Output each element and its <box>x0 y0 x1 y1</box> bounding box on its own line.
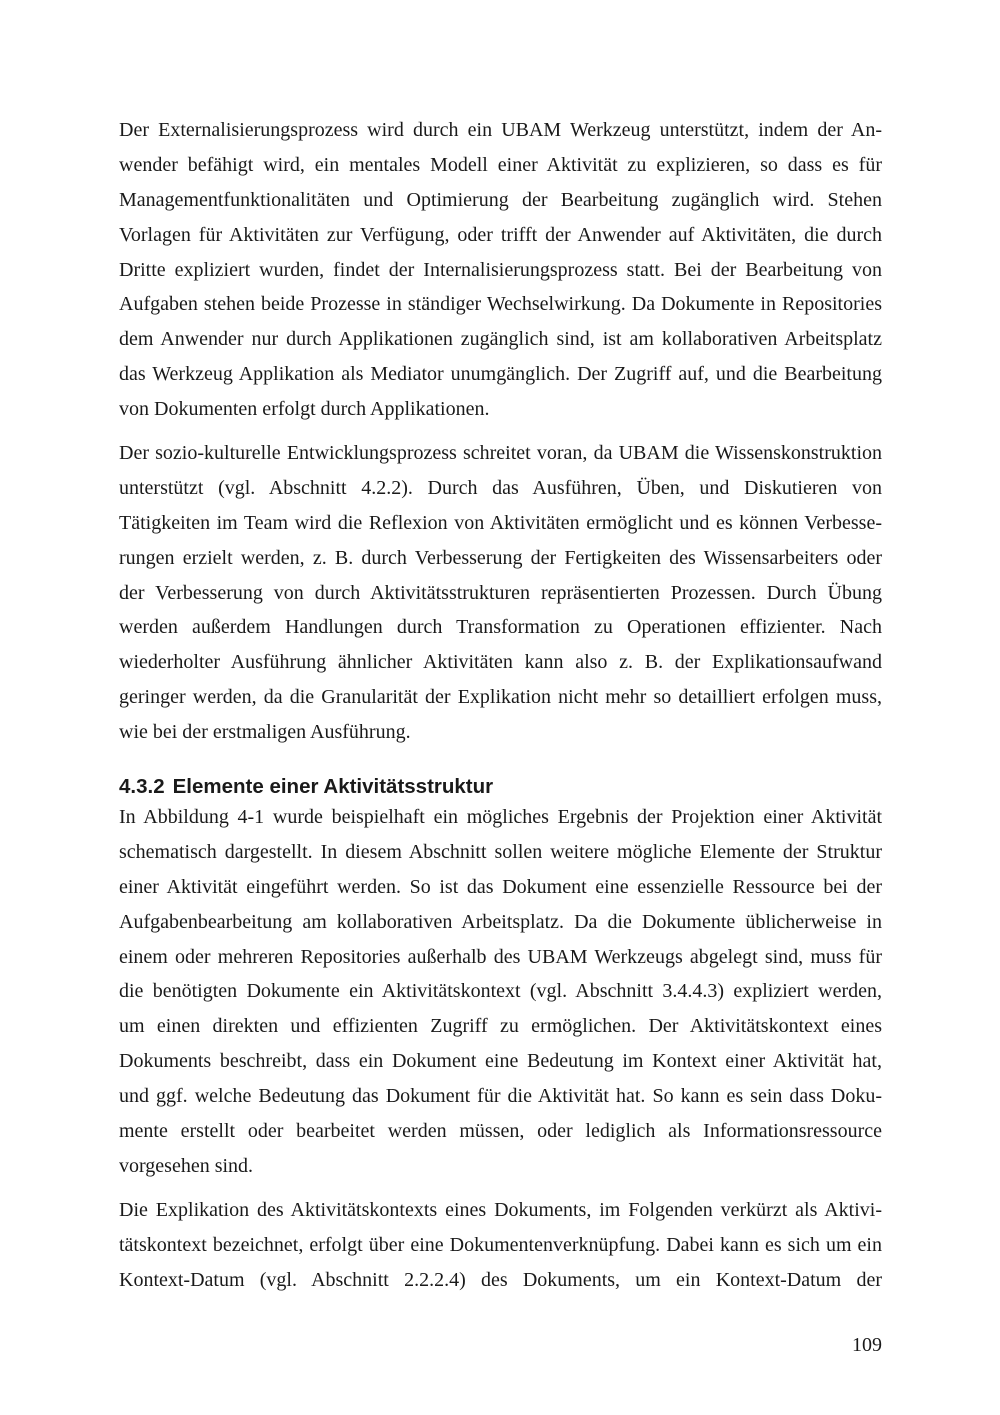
text-line: Vorlagen für Aktivitäten zur Verfügung, oder trifft der Anwender auf Aktivitäten, die durch <box>119 223 882 246</box>
paragraph-explikation <box>119 1193 882 1298</box>
text-line: geringer werden, da die Granularität der Explikation nicht mehr so detailliert erfolgen muss, <box>119 686 882 709</box>
text-line: Aufgaben stehen beide Prozesse in ständiger Wechselwirkung. Da Dokumente in Repositories <box>119 293 882 316</box>
paragraph-elemente <box>119 800 882 1184</box>
text-line: Dokuments beschreibt, dass ein Dokument eine Bedeutung im Kontext einer Aktivität hat, <box>119 1050 882 1073</box>
text-line: das Werkzeug Applikation als Mediator unumgänglich. Der Zugriff auf, und die Bearbeitung <box>119 363 882 386</box>
text-line: wie bei der erstmaligen Ausführung. <box>119 721 411 744</box>
text-line: Die Explikation des Aktivitätskontexts eines Dokuments, im Folgenden verkürzt als Aktivi- <box>119 1199 882 1221</box>
text-line: einem oder mehreren Repositories außerhalb des UBAM Werkzeugs abgelegt sind, muss für <box>119 945 882 968</box>
text-line: wiederholter Ausführung ähnlicher Aktivitäten kann also z. B. der Explikationsaufwand <box>119 651 882 674</box>
text-line: Aufgabenbearbeitung am kollaborativen Arbeitsplatz. Da die Dokumente üblicherweise in <box>119 910 882 933</box>
text-line: die benötigten Dokumente ein Aktivitätskontext (vgl. Abschnitt 3.4.4.3) expliziert werden, <box>119 980 882 1003</box>
section-heading <box>119 773 493 801</box>
text-line: In Abbildung 4-1 wurde beispielhaft ein mögliches Ergebnis der Projektion einer Aktivität <box>119 806 882 828</box>
text-line: mente erstellt oder bearbeitet werden müssen, oder lediglich als Informationsressource <box>119 1120 882 1143</box>
section-title: Elemente einer Aktivitätsstruktur <box>172 775 494 798</box>
text-line: Kontext-Datum (vgl. Abschnitt 2.2.2.4) des Dokuments, um ein Kontext-Datum der <box>119 1268 882 1291</box>
section-number: 4.3.2 <box>119 775 165 798</box>
text-line: um einen direkten und effizienten Zugriff zu ermöglichen. Der Aktivitätskontext eines <box>119 1015 882 1038</box>
text-line: Dritte expliziert wurden, findet der Internalisierungsprozess statt. Bei der Bearbeitung von <box>119 258 882 281</box>
text-line: tätskontext bezeichnet, erfolgt über eine Dokumentenverknüpfung. Dabei kann es sich um ein <box>119 1233 882 1256</box>
text-line: der Verbesserung von durch Aktivitätsstrukturen repräsentierten Prozessen. Durch Übung <box>119 581 882 604</box>
text-line: wender befähigt wird, ein mentales Modell einer Aktivität zu explizieren, so dass es für <box>119 153 882 176</box>
text-line: Tätigkeiten im Team wird die Reflexion von Aktivitäten ermöglicht und es können Verbesse- <box>119 511 882 534</box>
text-line: vorgesehen sind. <box>119 1154 254 1177</box>
text-line: unterstützt (vgl. Abschnitt 4.2.2). Durch das Ausführen, Üben, und Diskutieren von <box>119 476 882 499</box>
text-line: Der sozio-kulturelle Entwicklungsprozess schreitet voran, da UBAM die Wissenskonstruktion <box>119 442 882 464</box>
page-number: 109 <box>852 1334 882 1356</box>
paragraph-entwicklungsprozess <box>119 436 882 750</box>
paragraph-externalisierung <box>119 113 882 427</box>
text-line: rungen erzielt werden, z. B. durch Verbesserung der Fertigkeiten des Wissensarbeiters oder <box>119 546 882 569</box>
text-line: und ggf. welche Bedeutung das Dokument für die Aktivität hat. So kann es sein dass Doku- <box>119 1085 882 1108</box>
text-line: schematisch dargestellt. In diesem Abschnitt sollen weitere mögliche Elemente der Struktur <box>119 840 882 863</box>
text-line: Der Externalisierungsprozess wird durch ein UBAM Werkzeug unterstützt, indem der An- <box>119 119 882 141</box>
text-line: dem Anwender nur durch Applikationen zugänglich sind, ist am kollaborativen Arbeitsplatz <box>119 328 882 351</box>
text-line: einer Aktivität eingeführt werden. So ist das Dokument eine essenzielle Ressource bei der <box>119 875 882 898</box>
text-line: werden außerdem Handlungen durch Transformation zu Operationen effizienter. Nach <box>119 616 882 639</box>
text-line: Managementfunktionalitäten und Optimierung der Bearbeitung zugänglich wird. Stehen <box>119 188 882 211</box>
text-line: von Dokumenten erfolgt durch Applikationen. <box>119 398 490 421</box>
